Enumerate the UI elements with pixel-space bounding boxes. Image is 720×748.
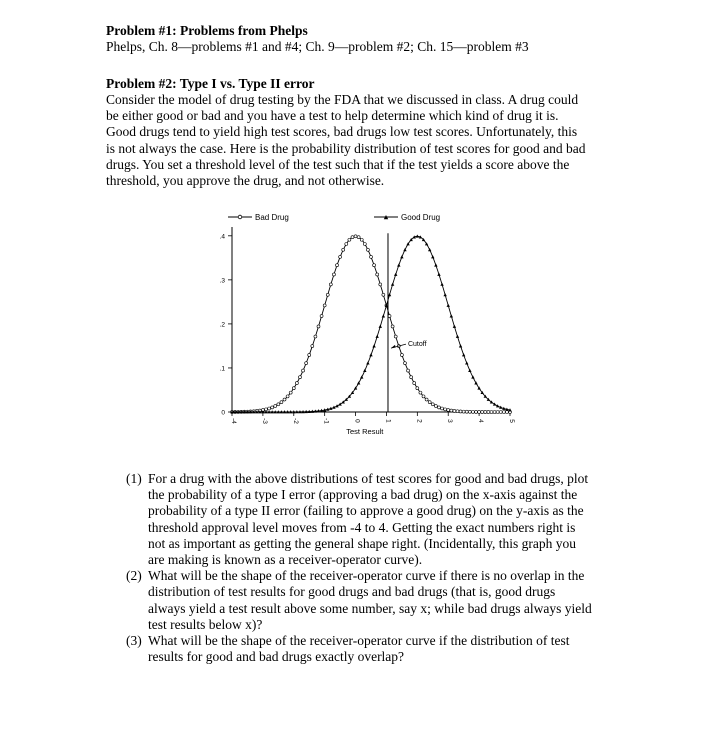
bad-drug-point	[487, 410, 490, 413]
question-line: test results below x)?	[148, 616, 263, 632]
problem2-line: threshold, you approve the drug, and not otherwise.	[106, 173, 385, 189]
good-drug-point	[403, 248, 406, 251]
question-line: What will be the shape of the receiver-operator curve if there is no overlap in the	[148, 568, 585, 584]
good-drug-point	[400, 255, 403, 258]
bad-drug-point	[502, 411, 505, 414]
bad-drug-point	[376, 273, 379, 276]
bad-drug-point	[292, 387, 295, 390]
bad-drug-point	[450, 409, 453, 412]
good-drug-point	[372, 344, 375, 347]
bad-drug-point	[332, 273, 335, 276]
y-tick-label: .2	[219, 321, 225, 329]
good-drug-point	[428, 248, 431, 251]
bad-drug-point	[357, 236, 360, 239]
bad-drug-point	[351, 236, 354, 239]
legend-bad-label: Bad Drug	[255, 213, 289, 222]
x-tick-label: -4	[230, 418, 237, 424]
bad-drug-point	[475, 410, 478, 413]
x-tick-label: 1	[384, 419, 392, 423]
cutoff-label: Cutoff	[407, 341, 427, 349]
bad-drug-point	[295, 382, 298, 385]
bad-drug-point	[342, 248, 345, 251]
good-drug-point	[366, 361, 369, 364]
question-line: results for good and bad drugs exactly overlap?	[148, 649, 405, 665]
question-line: probability of a type II error (failing to approve a good drug) on the y-axis as the	[148, 503, 584, 519]
plot-area	[220, 227, 515, 424]
y-tick-label: .3	[219, 277, 225, 285]
x-tick-label: -1	[322, 418, 330, 424]
bad-drug-point	[478, 410, 481, 413]
question-line: not as important as getting the general shape right. (Incidentally, this graph you	[148, 535, 577, 551]
bad-drug-point	[320, 315, 323, 318]
bad-drug-point	[403, 362, 406, 365]
bad-drug-point	[360, 238, 363, 241]
problem2-line: drugs. You set a threshold level of the test such that if the test yields a score above the	[106, 156, 570, 172]
bad-drug-point	[471, 410, 474, 413]
bad-drug-point	[407, 369, 410, 372]
bad-drug-point	[326, 293, 329, 296]
problem2-body	[106, 92, 616, 189]
good-drug-point	[437, 273, 440, 276]
y-tick-label: .4	[219, 233, 225, 241]
bad-drug-point	[465, 410, 468, 413]
bad-drug-point	[484, 410, 487, 413]
good-drug-point	[375, 335, 378, 338]
bad-drug-point	[323, 304, 326, 307]
question-number: (3)	[126, 633, 142, 649]
bad-drug-point	[336, 264, 339, 267]
good-drug-point	[459, 344, 462, 347]
bad-drug-point	[339, 255, 342, 258]
bad-drug-point	[453, 409, 456, 412]
question-line: always yield a test result above some number, say x; while bad drugs always yield	[148, 600, 592, 616]
bad-drug-line	[232, 236, 510, 412]
good-drug-point	[447, 304, 450, 307]
distribution-chart	[196, 205, 526, 440]
good-drug-point	[434, 263, 437, 266]
bad-drug-point	[416, 387, 419, 390]
bad-drug-point	[354, 235, 357, 238]
bad-drug-point	[268, 407, 271, 410]
good-drug-line	[232, 236, 510, 412]
x-axis-label: Test Result	[346, 427, 384, 436]
good-drug-point	[471, 375, 474, 378]
x-tick-label: 0	[353, 419, 361, 423]
bad-drug-point	[363, 243, 366, 246]
bad-drug-point	[373, 264, 376, 267]
bad-drug-point	[274, 405, 277, 408]
bad-drug-point	[329, 283, 332, 286]
good-drug-point	[397, 263, 400, 266]
x-tick-label: 2	[415, 419, 423, 423]
question-line: are making is known as a receiver-operator curve).	[148, 552, 423, 568]
bad-drug-point	[481, 410, 484, 413]
bad-drug-point	[428, 401, 431, 404]
cutoff-arrow-head	[391, 345, 396, 348]
bad-drug-point	[391, 325, 394, 328]
legend	[228, 213, 440, 222]
y-tick-label: .1	[219, 365, 225, 373]
x-tick-label: -3	[260, 418, 268, 424]
bad-drug-point	[302, 369, 305, 372]
bad-drug-point	[283, 398, 286, 401]
question-item	[126, 568, 626, 633]
bad-drug-point	[366, 248, 369, 251]
bad-drug-point	[348, 238, 351, 241]
good-drug-point	[431, 255, 434, 258]
question-item	[126, 633, 626, 665]
good-drug-point	[443, 293, 446, 296]
bad-drug-point	[305, 362, 308, 365]
bad-drug-point	[422, 395, 425, 398]
bad-drug-point	[490, 410, 493, 413]
bad-drug-point	[419, 391, 422, 394]
good-drug-point	[468, 369, 471, 372]
bad-drug-point	[308, 353, 311, 356]
bad-drug-point	[496, 411, 499, 414]
bad-drug-point	[425, 398, 428, 401]
bad-drug-point	[447, 409, 450, 412]
good-drug-point	[462, 353, 465, 356]
bad-drug-point	[441, 407, 444, 410]
good-drug-point	[465, 361, 468, 364]
good-drug-point	[369, 353, 372, 356]
bad-drug-point	[271, 406, 274, 409]
good-drug-point	[360, 375, 363, 378]
bad-drug-point	[493, 410, 496, 413]
bad-drug-point	[289, 391, 292, 394]
problem2-line: Consider the model of drug testing by the FDA that we discussed in class. A drug could	[106, 92, 579, 107]
bad-drug-point	[431, 403, 434, 406]
good-drug-point	[394, 273, 397, 276]
bad-drug-point	[317, 325, 320, 328]
bad-drug-point	[280, 401, 283, 404]
good-drug-point	[450, 314, 453, 317]
bad-drug-point	[298, 376, 301, 379]
bad-drug-point	[286, 395, 289, 398]
y-tick-label: 0	[221, 409, 225, 417]
x-tick-label: 5	[508, 419, 515, 423]
question-line: What will be the shape of the receiver-operator curve if the distribution of test	[148, 633, 570, 649]
good-drug-point	[440, 283, 443, 286]
x-tick-label: -2	[291, 418, 299, 424]
legend-good-label: Good Drug	[401, 213, 441, 222]
problem2-line: be either good or bad and you have a test to help determine which kind of drug it is.	[106, 108, 559, 124]
bad-drug-point	[459, 410, 462, 413]
question-number: (1)	[126, 471, 142, 486]
bad-drug-point	[413, 382, 416, 385]
bad-drug-point	[382, 293, 385, 296]
question-item	[126, 471, 626, 568]
good-drug-point	[453, 325, 456, 328]
bad-drug-point	[434, 405, 437, 408]
problem1-title: Problem #1: Problems from Phelps	[106, 23, 308, 38]
good-drug-point	[382, 314, 385, 317]
bad-drug-point	[410, 376, 413, 379]
problem1-body: Phelps, Ch. 8—problems #1 and #4; Ch. 9—problem #2; Ch. 15—problem #3	[106, 39, 529, 54]
legend-bad-marker	[238, 215, 242, 219]
problem2-title: Problem #2: Type I vs. Type II error	[106, 76, 315, 91]
bad-drug-point	[394, 335, 397, 338]
bad-drug-point	[437, 406, 440, 409]
x-tick-label: 3	[446, 419, 454, 423]
bad-drug-point	[379, 283, 382, 286]
good-drug-point	[391, 283, 394, 286]
bad-drug-point	[277, 403, 280, 406]
bad-drug-point	[468, 410, 471, 413]
bad-drug-point	[370, 255, 373, 258]
bad-drug-point	[499, 411, 502, 414]
questions-list	[126, 471, 626, 665]
bad-drug-point	[345, 243, 348, 246]
question-line: threshold approval level moves from -4 to 4. Getting the exact numbers right is	[148, 519, 576, 535]
bad-drug-point	[400, 353, 403, 356]
bad-drug-point	[505, 411, 508, 414]
good-drug-point	[379, 325, 382, 328]
good-drug-point	[456, 335, 459, 338]
question-number: (2)	[126, 568, 142, 584]
question-line: the probability of a type I error (approving a bad drug) on the x-axis against the	[148, 487, 578, 503]
bad-drug-point	[456, 410, 459, 413]
problem2-line: Good drugs tend to yield high test scores, bad drugs low test scores. Unfortunately, this	[106, 124, 578, 140]
question-line: distribution of test results for good drugs and bad drugs (that is, good drugs	[148, 584, 556, 600]
x-tick-label: 4	[477, 419, 485, 423]
good-drug-point	[363, 369, 366, 372]
problem2-line: is not always the case. Here is the probability distribution of test scores for good and bad	[106, 140, 586, 156]
bad-drug-point	[444, 408, 447, 411]
bad-drug-point	[314, 335, 317, 338]
bad-drug-point	[311, 345, 314, 348]
question-line: For a drug with the above distributions of test scores for good and bad drugs, plot	[148, 471, 589, 486]
bad-drug-point	[462, 410, 465, 413]
